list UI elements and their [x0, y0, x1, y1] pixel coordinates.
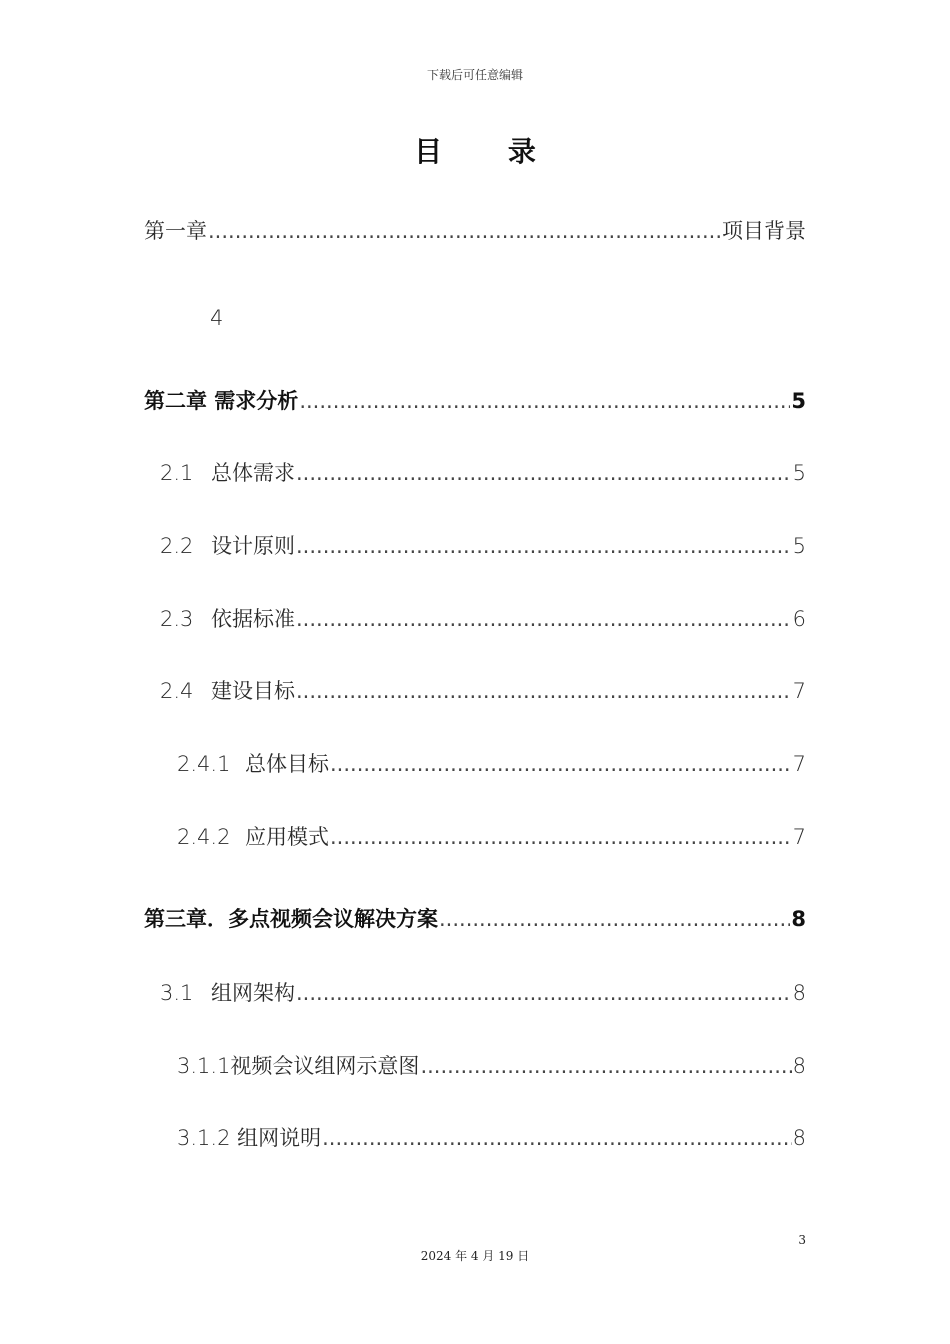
toc-entry-chapter-1[interactable]	[144, 216, 806, 246]
toc-entry-number: 3.1	[160, 981, 194, 1005]
toc-entry-number: 2.1	[160, 461, 194, 485]
toc-entry-page: 8	[792, 1054, 806, 1078]
toc-entry-number: 2.4	[160, 679, 194, 703]
page-number: 3	[798, 1233, 806, 1247]
toc-entry-page: 8	[791, 907, 806, 931]
toc-entry-label: 总体需求	[211, 461, 295, 485]
toc-entry-label: 3.1.1视频会议组网示意图	[177, 1054, 420, 1078]
toc-entry-label: 组网架构	[211, 981, 295, 1005]
toc-entry-number: 2.2	[160, 534, 194, 558]
toc-entry-label: 第三章．多点视频会议解决方案	[144, 907, 438, 931]
toc-entry-page: 6	[792, 607, 806, 631]
toc-entry-3-1[interactable]	[160, 978, 806, 1008]
toc-entry-wrapped-page-number: 4	[210, 306, 224, 330]
toc-title: 目 录	[414, 135, 564, 168]
dot-leader	[296, 604, 792, 634]
dot-leader	[296, 458, 792, 488]
toc-entry-label: 依据标准	[211, 607, 295, 631]
dot-leader	[296, 676, 792, 706]
toc-entry-label: 总体目标	[245, 752, 329, 776]
header-note: 下载后可任意编辑	[426, 68, 523, 82]
toc-entry-2-1[interactable]	[160, 458, 806, 488]
dot-leader	[322, 1123, 792, 1153]
toc-entry-number: 2.4.2	[177, 825, 231, 849]
dot-leader	[330, 822, 792, 852]
toc-entry-label: 3.1.2 组网说明	[177, 1126, 322, 1150]
toc-entry-2-2[interactable]	[160, 531, 806, 561]
toc-entry-2-3[interactable]	[160, 604, 806, 634]
toc-entry-2-4-2[interactable]	[177, 822, 806, 852]
toc-entry-page: 8	[792, 981, 806, 1005]
toc-entry-2-4-1[interactable]	[177, 749, 806, 779]
toc-entry-page: 5	[792, 461, 806, 485]
toc-entry-label: 建设目标	[211, 679, 295, 703]
toc-entry-number: 2.3	[160, 607, 194, 631]
toc-entry-number: 2.4.1	[177, 752, 231, 776]
toc-entry-3-1-2[interactable]	[177, 1123, 806, 1153]
toc-entry-label: 第二章 需求分析	[144, 389, 299, 413]
toc-entry-label: 第一章	[144, 219, 207, 243]
toc-entry-page: 项目背景	[722, 219, 806, 243]
toc-entry-page: 7	[792, 679, 806, 703]
toc-entry-page: 7	[792, 752, 806, 776]
dot-leader	[208, 216, 721, 246]
toc-entry-page: 5	[792, 534, 806, 558]
toc-entry-page: 8	[792, 1126, 806, 1150]
toc-entry-label: 应用模式	[245, 825, 329, 849]
toc-entry-2-4[interactable]	[160, 676, 806, 706]
footer-date: 2024 年 4 月 19 日	[420, 1249, 530, 1263]
toc-entry-page: 5	[791, 389, 806, 413]
toc-entry-page: 7	[792, 825, 806, 849]
toc-entry-label: 设计原则	[211, 534, 295, 558]
dot-leader	[299, 386, 790, 416]
dot-leader	[330, 749, 792, 779]
dot-leader	[296, 978, 792, 1008]
toc-entry-chapter-3[interactable]	[144, 904, 806, 934]
toc-entry-chapter-2[interactable]	[144, 386, 806, 416]
dot-leader	[420, 1051, 791, 1081]
toc-entry-3-1-1[interactable]	[177, 1051, 806, 1081]
dot-leader	[439, 904, 790, 934]
dot-leader	[296, 531, 792, 561]
